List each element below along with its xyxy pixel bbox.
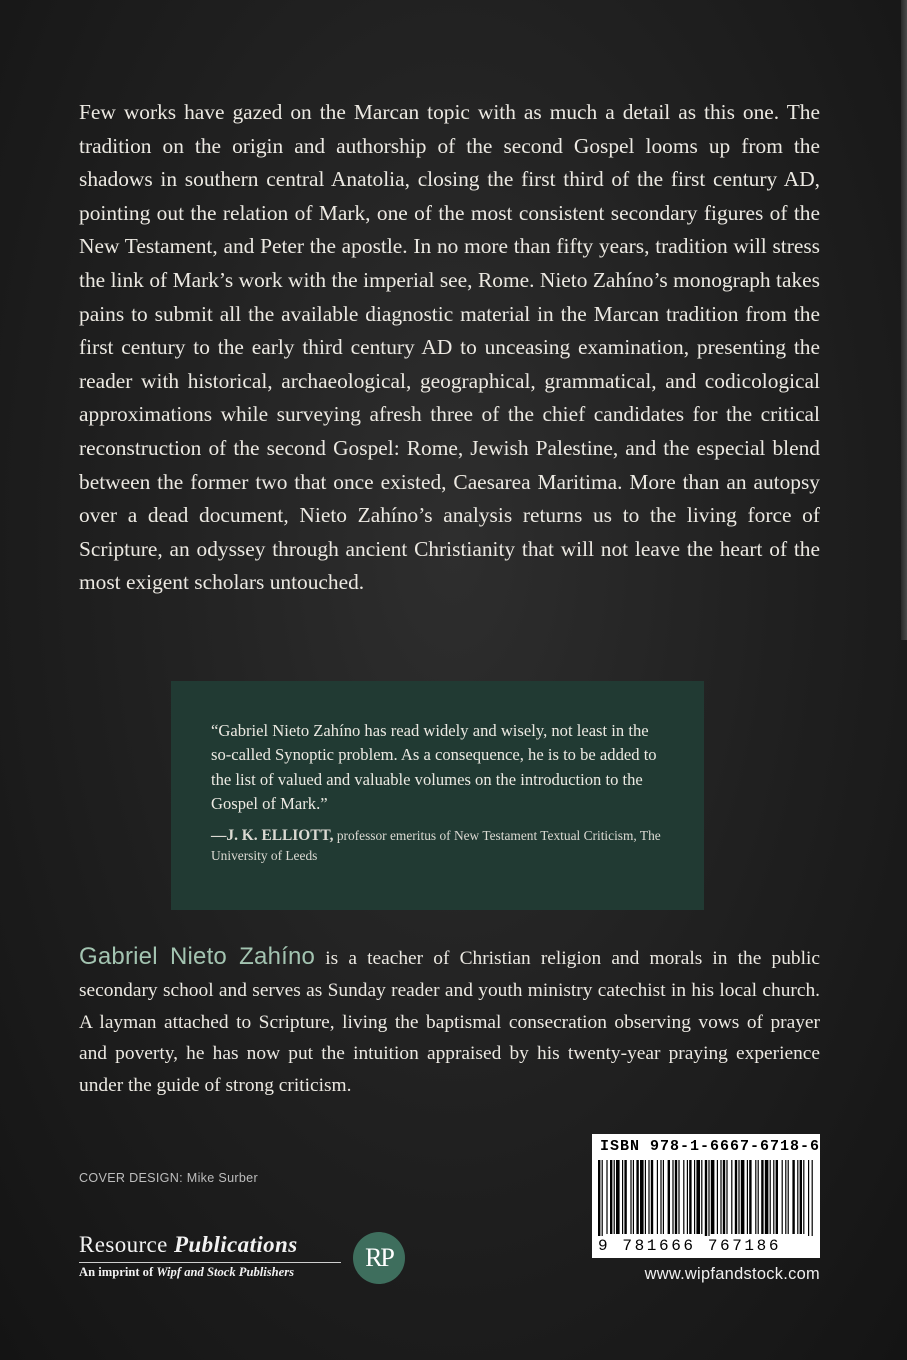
endorsement-box: [171, 681, 704, 910]
barcode-bar: [723, 1160, 725, 1234]
barcode-bar: [598, 1160, 600, 1236]
barcode-bar: [797, 1160, 798, 1234]
barcode-bar: [800, 1160, 802, 1234]
barcode-bar: [602, 1160, 603, 1236]
rp-logo-icon: RP: [353, 1232, 405, 1284]
barcode-bar: [624, 1160, 626, 1234]
barcode-bar: [663, 1160, 664, 1234]
barcode-bar: [701, 1160, 702, 1234]
barcode-bar: [689, 1160, 691, 1234]
author-name: Gabriel Nieto Zahíno: [79, 943, 316, 970]
barcode-bar: [773, 1160, 774, 1234]
barcode-bar: [776, 1160, 778, 1234]
barcode-bar: [720, 1160, 721, 1234]
barcode-bar: [610, 1160, 612, 1234]
barcode-bar: [782, 1160, 783, 1234]
barcode-bar: [668, 1160, 670, 1234]
barcode-bar: [687, 1160, 688, 1234]
barcode-bar: [645, 1160, 646, 1234]
publisher-imprint: [79, 1265, 294, 1280]
barcode-bar: [755, 1160, 756, 1234]
publisher-name: [79, 1232, 298, 1258]
barcode-bar: [741, 1160, 745, 1234]
endorser-affiliation: professor emeritus of New Testament Textual Criticism, The University of Leeds: [211, 828, 661, 864]
barcode-bar: [651, 1160, 653, 1234]
cover-design-credit: [79, 1171, 258, 1185]
publisher-logo-block: [79, 1232, 409, 1292]
barcode-bar: [749, 1160, 751, 1234]
isbn-barcode: [592, 1134, 820, 1258]
publisher-website: www.wipfandstock.com: [644, 1265, 820, 1283]
barcode-bar: [808, 1160, 809, 1236]
endorsement-attribution: [211, 826, 664, 866]
barcode-bar: [630, 1160, 631, 1234]
publisher-divider: [79, 1262, 341, 1263]
barcode-bar: [657, 1160, 658, 1234]
barcode-bar: [792, 1160, 794, 1234]
barcode-bar: [765, 1160, 769, 1234]
barcode-bar: [803, 1160, 804, 1234]
barcode-bar: [616, 1160, 620, 1234]
barcode-bar: [633, 1160, 634, 1234]
barcode-bar: [683, 1160, 684, 1234]
publisher-name-italic: Publications: [173, 1232, 298, 1257]
cover-edge: [901, 0, 907, 640]
barcode-bar: [678, 1160, 679, 1234]
barcode-bar: [614, 1160, 615, 1234]
barcode-bar: [726, 1160, 727, 1234]
author-bio-text: is a teacher of Christian religion and morals in the public secondary school and serves as Sunday reader and youth ministry catechist in his local church. A layman attached to Scripture, living the baptismal consecration observing vows of prayer and poverty, he has now put the intuition appraised by his twenty-year praying experience under the guide of strong criticism.: [79, 948, 820, 1097]
barcode-bar: [606, 1160, 607, 1234]
barcode-bar: [622, 1160, 623, 1234]
barcode-bar: [747, 1160, 748, 1234]
barcode-bar: [735, 1160, 737, 1234]
endorser-name: —J. K. ELLIOTT,: [211, 827, 334, 845]
barcode-bar: [731, 1160, 732, 1234]
barcode-bars-icon: [598, 1160, 814, 1236]
barcode-bar: [696, 1160, 700, 1234]
imprint-name: Wipf and Stock Publishers: [156, 1265, 295, 1279]
barcode-digits: 9 781666 767186: [598, 1237, 782, 1255]
barcode-bar: [672, 1160, 673, 1234]
barcode-bar: [812, 1160, 813, 1236]
isbn-number: ISBN 978-1-6667-6718-6: [600, 1138, 821, 1155]
barcode-bar: [640, 1160, 644, 1234]
barcode-bar: [711, 1160, 715, 1234]
barcode-bar: [694, 1160, 695, 1234]
book-description: Few works have gazed on the Marcan topic with as much a detail as this one. The tradition on the origin and authorship of the second Gospel looms up from the shadows in southern central Anatolia, closing the first third of the first century AD, pointing out the relation of Mark, one of the most consistent secondary figures of the New Testament, and Peter the apostle. In no more than fifty years, tradition will stress the link of Mark’s work with the imperial see, Rome. Nieto Zahíno’s monograph takes pains to submit all the available diagnostic material in the Marcan tradition from the first century to the early third century AD to unceasing examination, presenting the reader with historical, archaeological, geographical, grammatical, and codicological approximations while surveying afresh three of the chief candidates for the critical reconstruction of the second Gospel: Rome, Jewish Palestine, and the especial blend between the former two that once existed, Caesarea Maritima. More than an autopsy over a dead document, Nieto Zahíno’s analysis returns us to the living force of Scripture, an odyssey through ancient Christianity that will not leave the heart of the most exigent scholars untouched.: [79, 100, 820, 595]
barcode-bar: [785, 1160, 786, 1234]
cover-design-label: COVER DESIGN:: [79, 1171, 183, 1185]
barcode-bar: [705, 1160, 707, 1236]
barcode-bar: [758, 1160, 759, 1234]
barcode-bar: [708, 1160, 709, 1236]
author-bio: [79, 941, 820, 1102]
barcode-bar: [738, 1160, 739, 1234]
cover-designer: Mike Surber: [186, 1171, 258, 1185]
barcode-bar: [648, 1160, 649, 1234]
barcode-bar: [761, 1160, 763, 1234]
publisher-name-plain: Resource: [79, 1232, 168, 1257]
imprint-prefix: An imprint of: [79, 1265, 154, 1279]
barcode-bar: [788, 1160, 789, 1234]
endorsement-quote: “Gabriel Nieto Zahíno has read widely and wisely, not least in the so-called Synoptic problem. As a consequence, he is to be added to the list of valued and valuable volumes on the introduction to the Gospel of Mark.”: [211, 721, 657, 813]
barcode-bar: [636, 1160, 638, 1234]
barcode-bar: [717, 1160, 718, 1234]
barcode-bar: [770, 1160, 771, 1234]
barcode-bar: [675, 1160, 677, 1234]
barcode-bar: [660, 1160, 661, 1234]
